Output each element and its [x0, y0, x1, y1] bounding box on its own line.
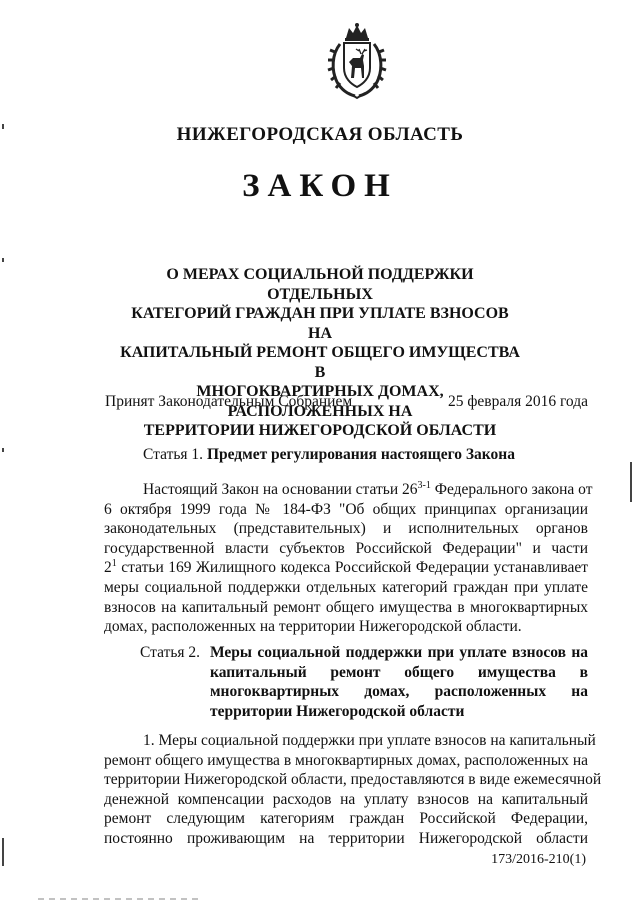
scan-mark: [2, 448, 4, 452]
paragraph-line: ремонт общего имущества в многоквартирных домах, расположенных на: [104, 751, 588, 769]
paragraph-line: $2^1$ статьи 169 Жилищного кодекса Российской Федерации устанавливает: [104, 558, 588, 577]
paragraph-line: Настоящий Закон на основании статьи 26$^{3-1}$ Федерального закона от: [143, 480, 593, 498]
document-type: ЗАКОН: [242, 168, 398, 204]
scan-noise: [38, 898, 198, 900]
article-2-title-line: капитальный ремонт общего имущества в: [210, 663, 588, 681]
law-title-line: ТЕРРИТОРИИ НИЖЕГОРОДСКОЙ ОБЛАСТИ: [143, 422, 497, 439]
article-2-paragraph-1: [104, 731, 602, 849]
adoption-text: Принят Законодательным Собранием: [105, 393, 353, 410]
region-name: НИЖЕГОРОДСКАЯ ОБЛАСТЬ: [176, 124, 464, 145]
paragraph-line: 6 октября 1999 года № 184-ФЗ "Об общих принципах организации: [104, 500, 588, 518]
article-1-paragraph: [104, 480, 593, 637]
law-title-line: МНОГОКВАРТИРНЫХ ДОМАХ, РАСПОЛОЖЕННЫХ НА: [196, 383, 444, 420]
paragraph-line: денежной компенсации расходов на уплату взносов на капитальный: [104, 790, 588, 808]
paragraph-line: меры социальной поддержки отдельных категорий граждан при уплате: [104, 578, 588, 596]
law-title: [120, 265, 520, 441]
law-title-line: КАПИТАЛЬНЫЙ РЕМОНТ ОБЩЕГО ИМУЩЕСТВА В: [120, 344, 520, 381]
paragraph-line: 1. Меры социальной поддержки при уплате взносов на капитальный: [143, 732, 596, 749]
paragraph-line: ремонт следующим категориям граждан Российской Федерации,: [104, 810, 588, 828]
document-number: 173/2016-210(1): [491, 852, 586, 867]
article-2-title-line: Меры социальной поддержки при уплате взносов на: [210, 644, 588, 661]
paragraph-line: взносов на капитальный ремонт общего имущества в многоквартирных: [104, 598, 588, 616]
scan-mark: [2, 124, 4, 129]
scan-mark: [2, 258, 4, 262]
paragraph-line: законодательных (представительных) и исполнительных органов: [104, 520, 588, 538]
article-2-title-line: многоквартирных домах, расположенных на: [210, 683, 588, 700]
scan-mark: [2, 838, 4, 866]
coat-of-arms-icon: [327, 22, 387, 100]
law-title-line: О МЕРАХ СОЦИАЛЬНОЙ ПОДДЕРЖКИ ОТДЕЛЬНЫХ: [166, 266, 474, 303]
article-1-title: Предмет регулирования настоящего Закона: [206, 446, 515, 463]
article-2-title-line: территории Нижегородской области: [210, 702, 465, 720]
paragraph-line: государственной власти субъектов Российской Федерации" и части: [104, 539, 588, 557]
scan-mark: [630, 462, 632, 502]
paragraph-line: домах, расположенных на территории Нижегородской области.: [104, 618, 522, 636]
article-2-title: [210, 643, 588, 721]
law-title-line: КАТЕГОРИЙ ГРАЖДАН ПРИ УПЛАТЕ ВЗНОСОВ НА: [131, 305, 509, 342]
paragraph-line: территории Нижегородской области, предоставляются в виде ежемесячной: [104, 771, 602, 789]
article-1-label: Статья 1.: [143, 446, 204, 463]
article-1-heading: [143, 445, 515, 465]
paragraph-line: постоянно проживающим на территории Нижегородской области: [104, 829, 588, 847]
article-2-heading: [140, 643, 588, 721]
article-2-label: Статья 2.: [140, 644, 201, 661]
adoption-date: 25 февраля 2016 года: [447, 393, 588, 410]
